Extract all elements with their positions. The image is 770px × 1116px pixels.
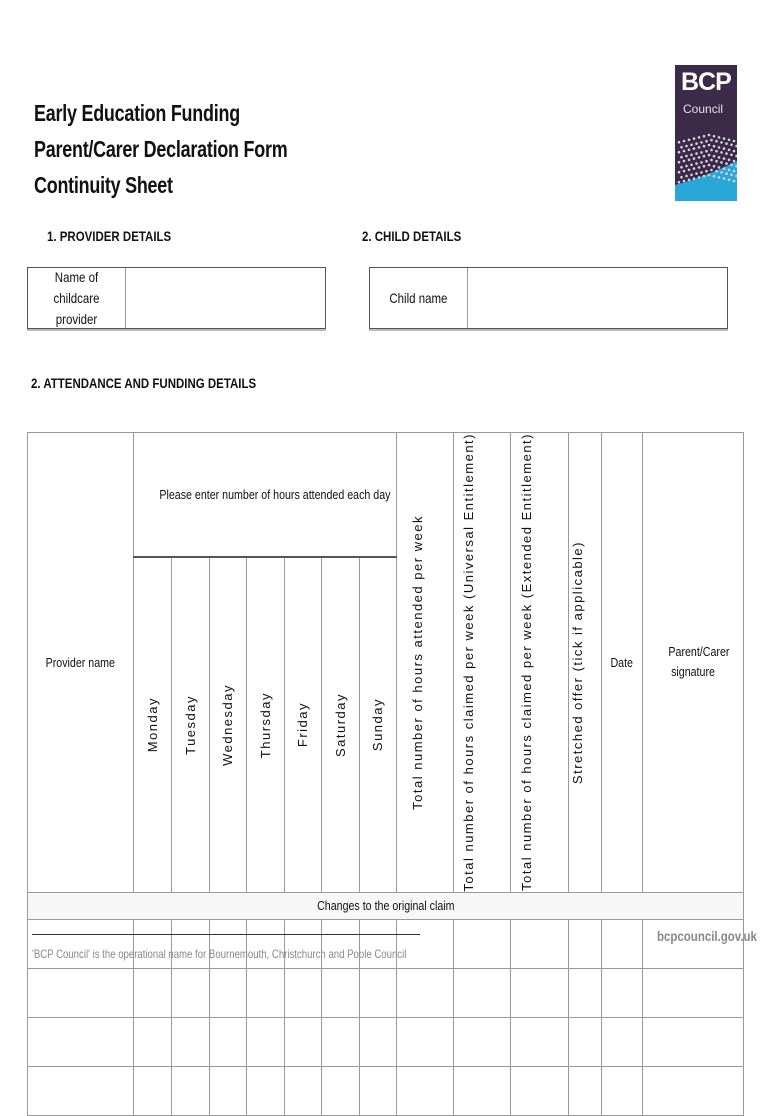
col-header-stretched: Stretched offer (tick if applicable)	[569, 433, 602, 893]
table-cell[interactable]	[643, 968, 744, 1017]
table-cell[interactable]	[210, 1017, 247, 1066]
table-cell[interactable]	[210, 1066, 247, 1115]
col-header-signature: Parent/Carer signature	[643, 433, 744, 893]
provider-name-input[interactable]	[126, 268, 325, 328]
table-cell[interactable]	[360, 1066, 397, 1115]
table-cell[interactable]	[454, 968, 511, 1017]
table-cell[interactable]	[28, 1017, 134, 1066]
table-cell[interactable]	[247, 1017, 285, 1066]
provider-details-heading: 1. PROVIDER DETAILS	[47, 228, 172, 244]
table-cell[interactable]	[172, 968, 210, 1017]
table-cell[interactable]	[247, 968, 285, 1017]
child-name-label: Child name	[370, 268, 468, 328]
child-name-field	[369, 267, 728, 329]
table-cell[interactable]	[360, 968, 397, 1017]
table-cell[interactable]	[643, 1066, 744, 1115]
table-cell[interactable]	[569, 919, 602, 968]
col-header-day: Friday	[285, 557, 322, 892]
col-header-hours-group: Please enter number of hours attended each day	[134, 433, 397, 557]
table-cell[interactable]	[569, 1066, 602, 1115]
child-name-input[interactable]	[468, 268, 727, 328]
logo-brand: BCP	[681, 68, 731, 96]
bcp-council-logo	[675, 65, 737, 201]
provider-name-field	[27, 267, 326, 329]
table-cell[interactable]	[322, 1017, 360, 1066]
table-cell[interactable]	[322, 968, 360, 1017]
footer-rule	[32, 934, 420, 935]
table-cell[interactable]	[454, 1017, 511, 1066]
table-cell[interactable]	[28, 968, 134, 1017]
title-line-2: Parent/Carer Declaration Form	[34, 136, 288, 162]
col-header-provider: Provider name	[28, 433, 134, 893]
footer-note: 'BCP Council' is the operational name for Bournemouth, Christchurch and Poole Council	[32, 947, 407, 961]
table-cell[interactable]	[569, 1017, 602, 1066]
table-cell[interactable]	[602, 919, 643, 968]
col-header-day: Thursday	[247, 557, 285, 892]
attendance-heading: 2. ATTENDANCE AND FUNDING DETAILS	[31, 375, 257, 391]
table-cell[interactable]	[511, 1017, 569, 1066]
footer-url[interactable]: bcpcouncil.gov.uk	[657, 928, 757, 944]
col-header-date: Date	[602, 433, 643, 893]
table-cell[interactable]	[28, 1066, 134, 1115]
table-cell[interactable]	[285, 1066, 322, 1115]
provider-name-label: Name of childcare provider	[28, 268, 126, 328]
logo-subtitle: Council	[683, 102, 724, 116]
table-cell[interactable]	[397, 968, 454, 1017]
table-cell[interactable]	[511, 919, 569, 968]
table-cell[interactable]	[210, 968, 247, 1017]
col-header-day: Monday	[134, 557, 172, 892]
table-cell[interactable]	[397, 1017, 454, 1066]
table-row	[28, 1017, 744, 1066]
col-header-day: Sunday	[360, 557, 397, 892]
col-header-universal: Total number of hours claimed per week (Universal Entitlement)	[454, 433, 511, 893]
col-header-extended: Total number of hours claimed per week (Extended Entitlement)	[511, 433, 569, 893]
table-cell[interactable]	[602, 968, 643, 1017]
table-cell[interactable]	[602, 1066, 643, 1115]
col-header-day: Tuesday	[172, 557, 210, 892]
table-cell[interactable]	[397, 1066, 454, 1115]
table-row	[28, 968, 744, 1017]
table-cell[interactable]	[643, 1017, 744, 1066]
table-cell[interactable]	[511, 968, 569, 1017]
form-title	[34, 95, 287, 203]
table-cell[interactable]	[247, 1066, 285, 1115]
col-header-day: Wednesday	[210, 557, 247, 892]
attendance-table	[27, 432, 744, 1116]
table-row	[28, 1066, 744, 1115]
table-cell[interactable]	[454, 1066, 511, 1115]
table-cell[interactable]	[134, 968, 172, 1017]
changes-row: Changes to the original claim	[28, 892, 744, 919]
table-cell[interactable]	[602, 1017, 643, 1066]
table-cell[interactable]	[322, 1066, 360, 1115]
table-cell[interactable]	[172, 1017, 210, 1066]
child-details-heading: 2. CHILD DETAILS	[362, 228, 462, 244]
title-line-1: Early Education Funding	[34, 100, 240, 126]
table-cell[interactable]	[569, 968, 602, 1017]
col-header-total-attended: Total number of hours attended per week	[397, 433, 454, 893]
table-cell[interactable]	[172, 1066, 210, 1115]
table-cell[interactable]	[134, 1017, 172, 1066]
table-cell[interactable]	[285, 1017, 322, 1066]
title-line-3: Continuity Sheet	[34, 172, 173, 198]
col-header-day: Saturday	[322, 557, 360, 892]
table-cell[interactable]	[454, 919, 511, 968]
table-cell[interactable]	[511, 1066, 569, 1115]
table-cell[interactable]	[285, 968, 322, 1017]
table-cell[interactable]	[360, 1017, 397, 1066]
table-cell[interactable]	[134, 1066, 172, 1115]
